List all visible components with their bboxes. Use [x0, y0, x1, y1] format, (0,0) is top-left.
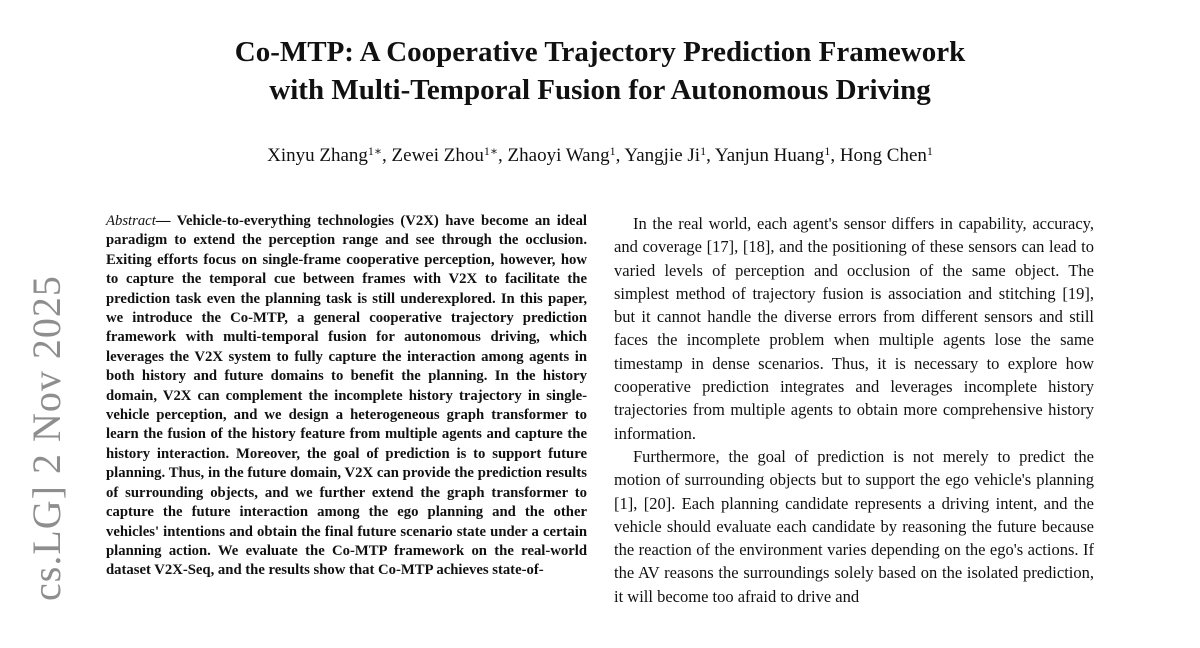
author: Zhaoyi Wang$^1$,: [507, 144, 625, 166]
abstract-dash: —: [155, 213, 177, 229]
author: Hong Chen$^1$: [839, 144, 933, 166]
paper-title-line-2: with Multi-Temporal Fusion for Autonomous Driving: [269, 74, 931, 106]
abstract-label: Abstract: [106, 213, 156, 229]
arxiv-side-identifier: cs.LG] 2 Nov 2025: [24, 275, 69, 601]
author-list: [100, 144, 1100, 168]
abstract: [106, 212, 587, 581]
author: Zewei Zhou$^{1∗}$,: [391, 144, 508, 166]
intro-paragraph: In the real world, each agent's sensor differs in capability, accuracy, and coverage [17], [18], and the positioning of these sensors can lead to varied levels of perception and occlusion of the same object. The simplest method of trajectory fusion is association and stitching [19], but it cannot handle the diverse errors from different sensors and still faces the incomplete problem when multiple agents lose the same timestamp in dense scenarios. Thus, it is necessary to explore how cooperative prediction integrates and leverages incomplete history trajectories from multiple agents to obtain more comprehensive history information.: [614, 214, 1094, 443]
paper-title: [100, 33, 1100, 109]
introduction-column: [614, 212, 1094, 608]
abstract-text: Vehicle-to-everything technologies (V2X) have become an ideal paradigm to extend the perception range and see through the occlusion. Exiting efforts focus on single-frame cooperative perception, however, how to capture the temporal cue between frames with V2X to facilitate the prediction task even the planning task is still underexplored. In this paper, we introduce the Co-MTP, a general cooperative trajectory prediction framework with multi-temporal fusion for autonomous driving, which leverages the V2X system to fully capture the interaction among agents in both history and future domains to benefit the planning. In the history domain, V2X can complement the incomplete history trajectory in single-vehicle perception, and we design a heterogeneous graph transformer to learn the fusion of the history feature from multiple agents and capture the history interaction. Moreover, the goal of prediction is to support future planning. Thus, in the future domain, V2X can provide the prediction results of surrounding objects, and we further extend the graph transformer to capture the future interaction among the ego planning and the other vehicles' intentions and obtain the final future scenario state under a certain planning action. We evaluate the Co-MTP framework on the real-world dataset V2X-Seq, and the results show that Co-MTP achieves state-of-: [106, 213, 587, 579]
paper-title-line-1: Co-MTP: A Cooperative Trajectory Prediction Framework: [234, 36, 966, 68]
author: Xinyu Zhang$^{1∗}$,: [267, 144, 392, 166]
intro-paragraph: Furthermore, the goal of prediction is not merely to predict the motion of surrounding objects but to support the ego vehicle's planning [1], [20]. Each planning candidate represents a driving intent, and the vehicle should evaluate each candidate by reasoning the future because the reaction of the environment varies depending on the ego's actions. If the AV reasons the surroundings solely based on the isolated prediction, it will become too afraid to drive and: [614, 446, 1094, 606]
author: Yangjie Ji$^1$,: [624, 144, 715, 166]
author: Yanjun Huang$^1$,: [714, 144, 840, 166]
